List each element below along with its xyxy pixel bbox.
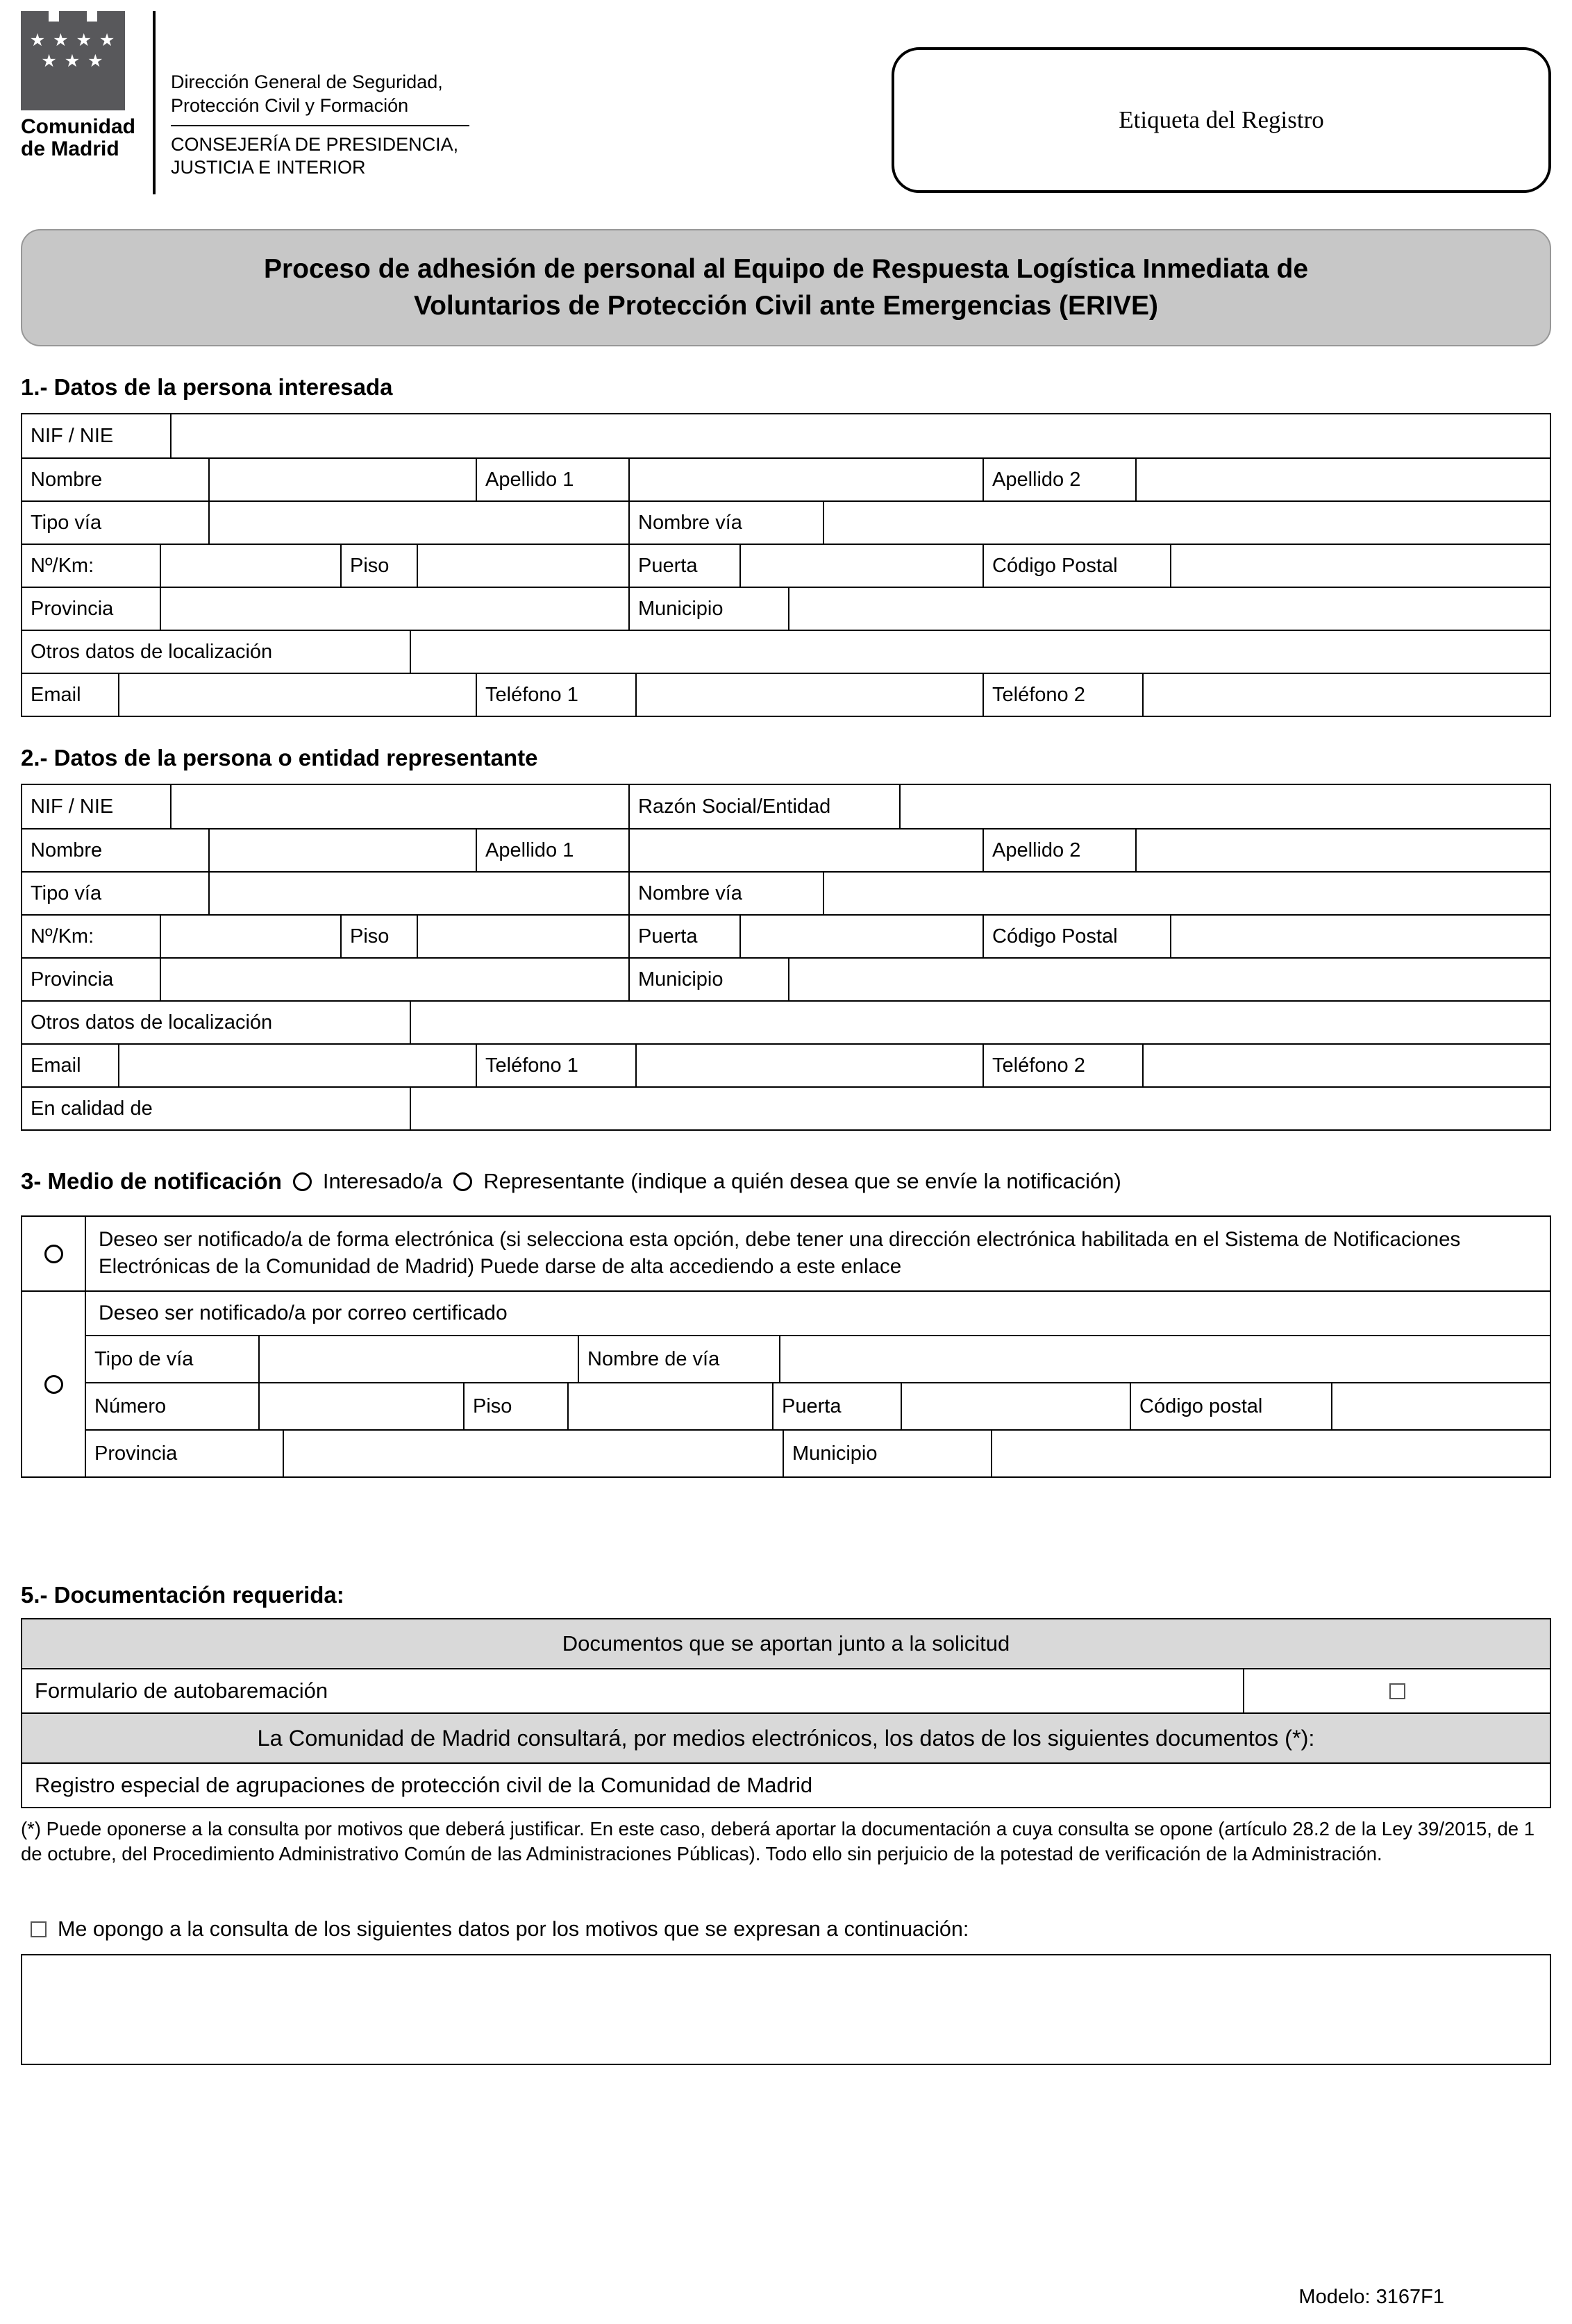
puerta-input[interactable] (741, 545, 984, 587)
table-row (22, 500, 1550, 544)
org-line4: JUSTICIA E INTERIOR (171, 157, 366, 178)
certified-mail-text: Deseo ser notificado/a por correo certificado (99, 1302, 508, 1325)
org-block (153, 11, 469, 194)
brand-line1: Comunidad (21, 115, 135, 138)
table-row (22, 914, 1550, 957)
notif-provincia-label: Provincia (86, 1431, 284, 1476)
notif-numero-label: Número (86, 1383, 260, 1429)
electronic-notification-radio[interactable] (44, 1245, 63, 1263)
section3-heading: 3- Medio de notificación (21, 1168, 282, 1195)
notification-table (21, 1215, 1551, 1478)
rep-tipo-via-label: Tipo vía (22, 873, 210, 914)
otros-datos-label: Otros datos de localización (22, 631, 411, 673)
table-row (22, 1668, 1550, 1712)
flag-stars-row2: ★ ★ ★ (41, 51, 105, 71)
form-title-line2: Voluntarios de Protección Civil ante Emergencias (ERIVE) (413, 290, 1159, 321)
table-row (86, 1335, 1550, 1382)
rep-num-km-input[interactable] (161, 916, 342, 957)
notif-piso-label: Piso (465, 1383, 569, 1429)
email-input[interactable] (119, 674, 477, 716)
interested-person-table (21, 413, 1551, 717)
email-label: Email (22, 674, 119, 716)
rep-piso-label: Piso (342, 916, 418, 957)
razon-social-label: Razón Social/Entidad (630, 785, 901, 828)
apellido1-input[interactable] (630, 459, 984, 500)
autobaremacion-label: Formulario de autobaremación (22, 1669, 1244, 1712)
rep-telefono2-label: Teléfono 2 (984, 1045, 1144, 1086)
comunidad-madrid-logo (21, 11, 143, 160)
interesado-option-label: Interesado/a (322, 1169, 443, 1194)
puerta-label: Puerta (630, 545, 741, 587)
notif-nombre-via-input[interactable] (780, 1336, 1550, 1382)
form-title-line1: Proceso de adhesión de personal al Equipo de Respuesta Logística Inmediata de (263, 254, 1309, 284)
telefono2-label: Teléfono 2 (984, 674, 1144, 716)
org-line3: CONSEJERÍA DE PRESIDENCIA, (171, 133, 459, 155)
model-number: Modelo: 3167F1 (1298, 2286, 1444, 2308)
rep-piso-input[interactable] (418, 916, 630, 957)
registry-label-box (892, 47, 1551, 193)
rep-municipio-label: Municipio (630, 959, 789, 1000)
rep-provincia-label: Provincia (22, 959, 161, 1000)
rep-nombre-via-label: Nombre vía (630, 873, 824, 914)
apellido2-input[interactable] (1137, 459, 1550, 500)
oppose-row (21, 1917, 1551, 1942)
rep-nombre-via-input[interactable] (824, 873, 1550, 914)
apellido1-label: Apellido 1 (477, 459, 630, 500)
table-row (22, 457, 1550, 500)
notif-tipo-via-label: Tipo de vía (86, 1336, 260, 1382)
rep-puerta-input[interactable] (741, 916, 984, 957)
table-row (22, 544, 1550, 587)
piso-label: Piso (342, 545, 418, 587)
certified-mail-radio[interactable] (44, 1375, 63, 1394)
certified-mail-row (22, 1290, 1550, 1476)
org-divider (171, 125, 469, 126)
en-calidad-input[interactable] (411, 1088, 1550, 1129)
table-row (22, 1762, 1550, 1807)
municipio-label: Municipio (630, 588, 789, 630)
electronic-notification-text: Deseo ser notificado/a de forma electrónica (si selecciona esta opción, debe tener una dirección electrónica habilitada en el Sistema de Notificaciones Electrónicas de la Comunidad de Madrid) Puede darse de alta accediendo a este enlace (99, 1228, 1461, 1279)
notif-municipio-input[interactable] (992, 1431, 1550, 1476)
tipo-via-input[interactable] (210, 502, 630, 544)
section2-heading: 2.- Datos de la persona o entidad representante (21, 745, 538, 771)
notif-nombre-via-label: Nombre de vía (579, 1336, 780, 1382)
rep-apellido1-label: Apellido 1 (477, 830, 630, 871)
table-row (86, 1382, 1550, 1429)
municipio-input[interactable] (789, 588, 1550, 630)
autobaremacion-checkbox[interactable] (1389, 1683, 1405, 1699)
table-row (22, 587, 1550, 630)
table-row (22, 414, 1550, 457)
form-title-banner (21, 229, 1551, 346)
notif-tipo-via-input[interactable] (260, 1336, 579, 1382)
rep-telefono1-label: Teléfono 1 (477, 1045, 637, 1086)
page-header (21, 11, 1551, 194)
table-row (22, 673, 1550, 716)
autobaremacion-check-cell (1244, 1669, 1550, 1712)
representante-radio[interactable] (453, 1172, 472, 1191)
provincia-label: Provincia (22, 588, 161, 630)
flag-stars-row1: ★ ★ ★ ★ (29, 31, 117, 50)
rep-municipio-input[interactable] (789, 959, 1550, 1000)
nombre-via-label: Nombre vía (630, 502, 824, 544)
rep-codigo-postal-label: Código Postal (984, 916, 1171, 957)
notif-piso-input[interactable] (569, 1383, 774, 1429)
rep-puerta-label: Puerta (630, 916, 741, 957)
otros-datos-input[interactable] (411, 631, 1550, 673)
table-row (22, 785, 1550, 828)
brand-text (21, 116, 143, 160)
num-km-input[interactable] (161, 545, 342, 587)
interesado-radio[interactable] (293, 1172, 312, 1191)
apellido2-label: Apellido 2 (984, 459, 1137, 500)
flag-battlements (21, 11, 125, 22)
codigo-postal-label: Código Postal (984, 545, 1171, 587)
notif-codigo-postal-input[interactable] (1332, 1383, 1550, 1429)
documentation-table (21, 1618, 1551, 1808)
tipo-via-label: Tipo vía (22, 502, 210, 544)
registro-especial-label: Registro especial de agrupaciones de protección civil de la Comunidad de Madrid (35, 1773, 813, 1798)
notif-puerta-label: Puerta (774, 1383, 902, 1429)
representante-option-label: Representante (indique a quién desea que se envíe la notificación) (483, 1169, 1121, 1194)
rep-apellido2-label: Apellido 2 (984, 830, 1137, 871)
nif-input[interactable] (172, 414, 1550, 457)
org-line1: Dirección General de Seguridad, (171, 71, 443, 92)
consult-footnote: (*) Puede oponerse a la consulta por motivos que deberá justificar. En este caso, deberá aportar la documentación a cuya consulta se opone (artículo 28.2 de la Ley 39/2015, de 1 de octubre, del Procedimiento Administrativo Común de las Administraciones Públicas). Todo ello sin perjuicio de la potestad de verificación de la Administración. (21, 1818, 1535, 1865)
table-row (22, 871, 1550, 914)
notif-codigo-postal-label: Código postal (1131, 1383, 1332, 1429)
rep-email-label: Email (22, 1045, 119, 1086)
notif-provincia-input[interactable] (284, 1431, 784, 1476)
nif-label: NIF / NIE (22, 414, 172, 457)
table-row (22, 630, 1550, 673)
rep-apellido1-input[interactable] (630, 830, 984, 871)
certified-radio-cell (22, 1292, 86, 1476)
registry-label: Etiqueta del Registro (1119, 106, 1324, 133)
representative-table (21, 784, 1551, 1131)
flag-icon (21, 22, 125, 110)
opposition-reasons-textarea[interactable] (21, 1954, 1551, 2065)
rep-provincia-input[interactable] (161, 959, 630, 1000)
consult-header: La Comunidad de Madrid consultará, por medios electrónicos, los datos de los siguientes documentos (*): (22, 1712, 1550, 1762)
electronic-radio-cell (22, 1217, 86, 1290)
electronic-notification-content (86, 1217, 1550, 1290)
section1-heading: 1.- Datos de la persona interesada (21, 374, 393, 401)
table-row (22, 1000, 1550, 1043)
nombre-label: Nombre (22, 459, 210, 500)
rep-num-km-label: Nº/Km: (22, 916, 161, 957)
section5-heading: 5.- Documentación requerida: (21, 1582, 344, 1608)
nombre-input[interactable] (210, 459, 477, 500)
rep-nif-input[interactable] (172, 785, 630, 828)
rep-apellido2-input[interactable] (1137, 830, 1550, 871)
razon-social-input[interactable] (901, 785, 1550, 828)
rep-nombre-input[interactable] (210, 830, 477, 871)
notif-numero-input[interactable] (260, 1383, 465, 1429)
oppose-checkbox[interactable] (31, 1921, 47, 1937)
rep-tipo-via-input[interactable] (210, 873, 630, 914)
rep-email-input[interactable] (119, 1045, 477, 1086)
piso-input[interactable] (418, 545, 630, 587)
documentation-table-header: Documentos que se aportan junto a la solicitud (22, 1619, 1550, 1668)
rep-otros-datos-input[interactable] (411, 1002, 1550, 1043)
table-row (22, 1086, 1550, 1129)
notif-municipio-label: Municipio (784, 1431, 992, 1476)
num-km-label: Nº/Km: (22, 545, 161, 587)
rep-telefono1-input[interactable] (637, 1045, 984, 1086)
table-row (22, 957, 1550, 1000)
rep-telefono2-input[interactable] (1144, 1045, 1550, 1086)
rep-otros-datos-label: Otros datos de localización (22, 1002, 411, 1043)
telefono2-input[interactable] (1144, 674, 1550, 716)
rep-nombre-label: Nombre (22, 830, 210, 871)
table-row (22, 828, 1550, 871)
rep-nif-label: NIF / NIE (22, 785, 172, 828)
provincia-input[interactable] (161, 588, 630, 630)
en-calidad-label: En calidad de (22, 1088, 411, 1129)
oppose-label: Me opongo a la consulta de los siguientes datos por los motivos que se expresan a continuación: (58, 1917, 969, 1941)
codigo-postal-input[interactable] (1171, 545, 1550, 587)
rep-codigo-postal-input[interactable] (1171, 916, 1550, 957)
nombre-via-input[interactable] (824, 502, 1550, 544)
org-line2: Protección Civil y Formación (171, 94, 409, 116)
certified-mail-content (86, 1292, 1550, 1476)
table-row (22, 1043, 1550, 1086)
notif-puerta-input[interactable] (902, 1383, 1131, 1429)
telefono1-label: Teléfono 1 (477, 674, 637, 716)
section3-heading-row (21, 1168, 1551, 1195)
table-row (86, 1429, 1550, 1476)
electronic-notification-row (22, 1217, 1550, 1290)
brand-line2: de Madrid (21, 137, 119, 160)
telefono1-input[interactable] (637, 674, 984, 716)
